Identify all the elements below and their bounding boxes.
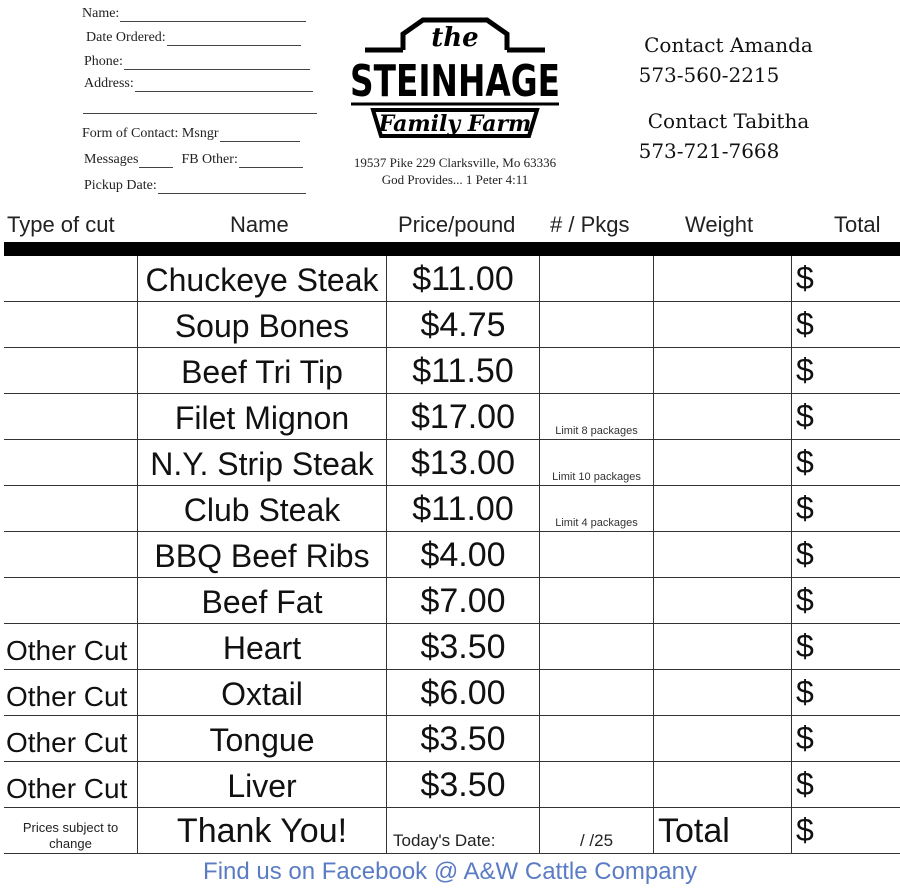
grand-total-cell[interactable] [792,808,900,853]
cut-name-cell [138,578,387,623]
price-cell [387,256,540,301]
dollar-sign: $ [796,444,814,480]
cut-name-text: Beef Tri Tip [181,354,343,390]
type-of-cut-cell [4,440,138,485]
address-line-2[interactable] [82,102,317,114]
cut-name-text: Heart [222,630,302,666]
type-of-cut-text: Other Cut [6,681,128,712]
cut-name-text: Beef Fat [201,584,323,620]
grand-total-label: Total [658,812,730,850]
price-cell [387,716,540,761]
total-cell[interactable] [792,624,900,669]
price-text: $3.50 [420,766,506,804]
dollar-sign: $ [796,490,814,526]
cut-name-cell [138,762,387,807]
pkgs-cell[interactable] [540,578,654,623]
pkgs-cell[interactable] [540,302,654,347]
dollar-sign: $ [796,352,814,388]
pkgs-cell[interactable] [540,394,654,439]
dollar-sign: $ [796,260,814,296]
dollar-sign: $ [796,398,814,434]
col-total: Total [834,212,881,237]
pkgs-cell[interactable] [540,624,654,669]
date-entry-cell[interactable] [540,808,654,853]
form-of-contact-blank[interactable] [220,130,300,142]
form-of-contact-field[interactable] [82,126,300,142]
price-cell [387,624,540,669]
thank-you-text: Thank You! [176,812,348,850]
messages-blank[interactable] [139,156,173,168]
total-cell[interactable] [792,302,900,347]
farm-logo [345,14,565,144]
table-row [4,624,900,670]
dollar-sign: $ [796,582,814,618]
fb-other-blank[interactable] [239,156,303,168]
table-row [4,716,900,762]
type-of-cut-cell [4,486,138,531]
farm-address-block [330,154,580,188]
price-text: $3.50 [420,720,506,758]
pkgs-cell[interactable] [540,348,654,393]
cut-name-cell [138,440,387,485]
total-cell[interactable] [792,762,900,807]
cut-name-cell [138,394,387,439]
weight-cell[interactable] [654,578,792,623]
total-cell[interactable] [792,716,900,761]
contact-tabitha-phone[interactable]: 573-721-7668 [638,139,780,163]
cut-name-cell [138,348,387,393]
price-cell [387,578,540,623]
pkgs-cell[interactable] [540,670,654,715]
price-cell [387,532,540,577]
weight-cell[interactable] [654,302,792,347]
column-headers [0,208,900,242]
total-cell[interactable] [792,256,900,301]
logo-brand: STEINHAGE [350,56,560,107]
address-label: Address: [84,76,134,91]
weight-cell[interactable] [654,716,792,761]
prices-note-cell [4,808,138,853]
cut-name-text: Soup Bones [174,308,350,344]
type-of-cut-text: Other Cut [6,773,128,804]
date-ordered-blank[interactable] [167,34,301,46]
weight-cell[interactable] [654,256,792,301]
messages-field[interactable] [84,152,303,168]
form-of-contact-label: Form of Contact: Msngr [82,126,219,141]
pkgs-cell[interactable] [540,532,654,577]
price-cell [387,302,540,347]
cut-name-cell [138,486,387,531]
cut-name-cell [138,302,387,347]
cut-name-text: BBQ Beef Ribs [154,538,370,574]
col-price-per-pound: Price/pound [398,212,516,237]
type-of-cut-cell [4,762,138,807]
date-ordered-field[interactable] [86,30,301,46]
phone-blank[interactable] [124,58,310,70]
summary-row [4,808,900,854]
type-of-cut-text: Other Cut [6,635,128,666]
price-cell [387,440,540,485]
type-of-cut-cell [4,624,138,669]
grand-total-label-cell [654,808,792,853]
contact-amanda-label: Contact Amanda [644,33,813,57]
dollar-sign: $ [796,720,814,756]
cut-name-cell [138,532,387,577]
package-limit-note: Limit 4 packages [555,517,638,529]
pkgs-cell[interactable] [540,716,654,761]
phone-field[interactable] [84,54,310,70]
weight-cell[interactable] [654,670,792,715]
todays-date-cell [387,808,540,853]
pkgs-cell[interactable] [540,762,654,807]
price-cell [387,762,540,807]
type-of-cut-cell [4,394,138,439]
cut-name-cell [138,716,387,761]
cut-name-text: N.Y. Strip Steak [150,446,374,482]
name-field[interactable] [82,6,306,22]
farm-verse: God Provides... 1 Peter 4:11 [381,172,529,187]
table-row [4,578,900,624]
price-text: $11.00 [412,490,514,528]
package-limit-note: Limit 8 packages [555,425,638,437]
fb-other-label: FB Other: [181,152,238,167]
cut-name-text: Oxtail [221,676,303,712]
total-cell[interactable] [792,394,900,439]
cut-name-text: Club Steak [183,492,341,528]
thank-you-cell [138,808,387,853]
type-of-cut-cell [4,532,138,577]
table-row [4,256,900,302]
type-of-cut-cell [4,670,138,715]
type-of-cut-cell [4,302,138,347]
type-of-cut-cell [4,716,138,761]
price-text: $11.00 [412,260,514,298]
facebook-footer: Find us on Facebook @ A&W Cattle Company [203,858,697,885]
dollar-sign: $ [796,766,814,802]
name-blank[interactable] [120,10,306,22]
cut-name-text: Chuckeye Steak [145,262,379,298]
cut-name-cell [138,670,387,715]
cut-name-text: Filet Mignon [174,400,350,436]
address-field[interactable] [84,76,313,92]
total-cell[interactable] [792,486,900,531]
total-cell[interactable] [792,670,900,715]
address-blank[interactable] [135,80,313,92]
weight-cell[interactable] [654,624,792,669]
address-blank-2[interactable] [83,102,317,114]
contact-amanda-phone[interactable]: 573-560-2215 [638,63,780,87]
logo-tagline: Family Farm [378,111,532,137]
price-text: $13.00 [411,444,515,482]
total-cell[interactable] [792,532,900,577]
cut-name-cell [138,624,387,669]
package-limit-note: Limit 10 packages [552,471,641,483]
col-pkgs: # / Pkgs [550,212,630,237]
price-cell [387,348,540,393]
price-text: $6.00 [420,674,506,712]
date-blank: / /25 [579,831,614,850]
grand-total-dollar: $ [796,812,814,848]
name-label: Name: [82,6,120,21]
phone-label: Phone: [84,54,123,69]
price-cell [387,670,540,715]
dollar-sign: $ [796,536,814,572]
header-divider [4,242,900,256]
price-text: $11.50 [412,352,514,390]
dollar-sign: $ [796,674,814,710]
dollar-sign: $ [796,306,814,342]
col-type-of-cut: Type of cut [7,212,115,237]
weight-cell[interactable] [654,762,792,807]
weight-cell[interactable] [654,440,792,485]
price-table [4,256,900,854]
table-row [4,486,900,532]
table-row [4,670,900,716]
pickup-date-field[interactable] [84,178,306,194]
date-ordered-label: Date Ordered: [86,30,166,45]
type-of-cut-text: Other Cut [6,727,128,758]
price-text: $3.50 [420,628,506,666]
logo-the: the [431,23,479,53]
total-cell[interactable] [792,578,900,623]
price-text: $4.75 [420,306,506,344]
cut-name-text: Liver [227,768,297,804]
pkgs-cell[interactable] [540,256,654,301]
weight-cell[interactable] [654,486,792,531]
messages-label: Messages [84,152,139,167]
weight-cell[interactable] [654,532,792,577]
col-weight: Weight [685,212,754,237]
col-name: Name [230,212,289,237]
total-cell[interactable] [792,440,900,485]
farm-address: 19537 Pike 229 Clarksville, Mo 63336 [353,155,557,170]
price-text: $17.00 [411,398,515,436]
table-row [4,440,900,486]
todays-date-label: Today's Date: [393,831,496,850]
price-cell [387,394,540,439]
cut-name-cell [138,256,387,301]
table-row [4,532,900,578]
cut-name-text: Tongue [209,722,315,758]
table-row [4,302,900,348]
table-row [4,762,900,808]
type-of-cut-cell [4,578,138,623]
price-cell [387,486,540,531]
weight-cell[interactable] [654,348,792,393]
prices-subject-note: Prices subject to change [22,820,119,851]
weight-cell[interactable] [654,394,792,439]
table-row [4,348,900,394]
total-cell[interactable] [792,348,900,393]
pickup-date-blank[interactable] [158,182,306,194]
contact-tabitha-label: Contact Tabitha [647,109,810,133]
type-of-cut-cell [4,348,138,393]
farm-logo-graphic [345,14,565,144]
pkgs-cell[interactable] [540,440,654,485]
table-row [4,394,900,440]
price-text: $4.00 [420,536,506,574]
pickup-date-label: Pickup Date: [84,178,157,193]
type-of-cut-cell [4,256,138,301]
pkgs-cell[interactable] [540,486,654,531]
price-text: $7.00 [420,582,506,620]
contacts [604,30,814,166]
dollar-sign: $ [796,628,814,664]
